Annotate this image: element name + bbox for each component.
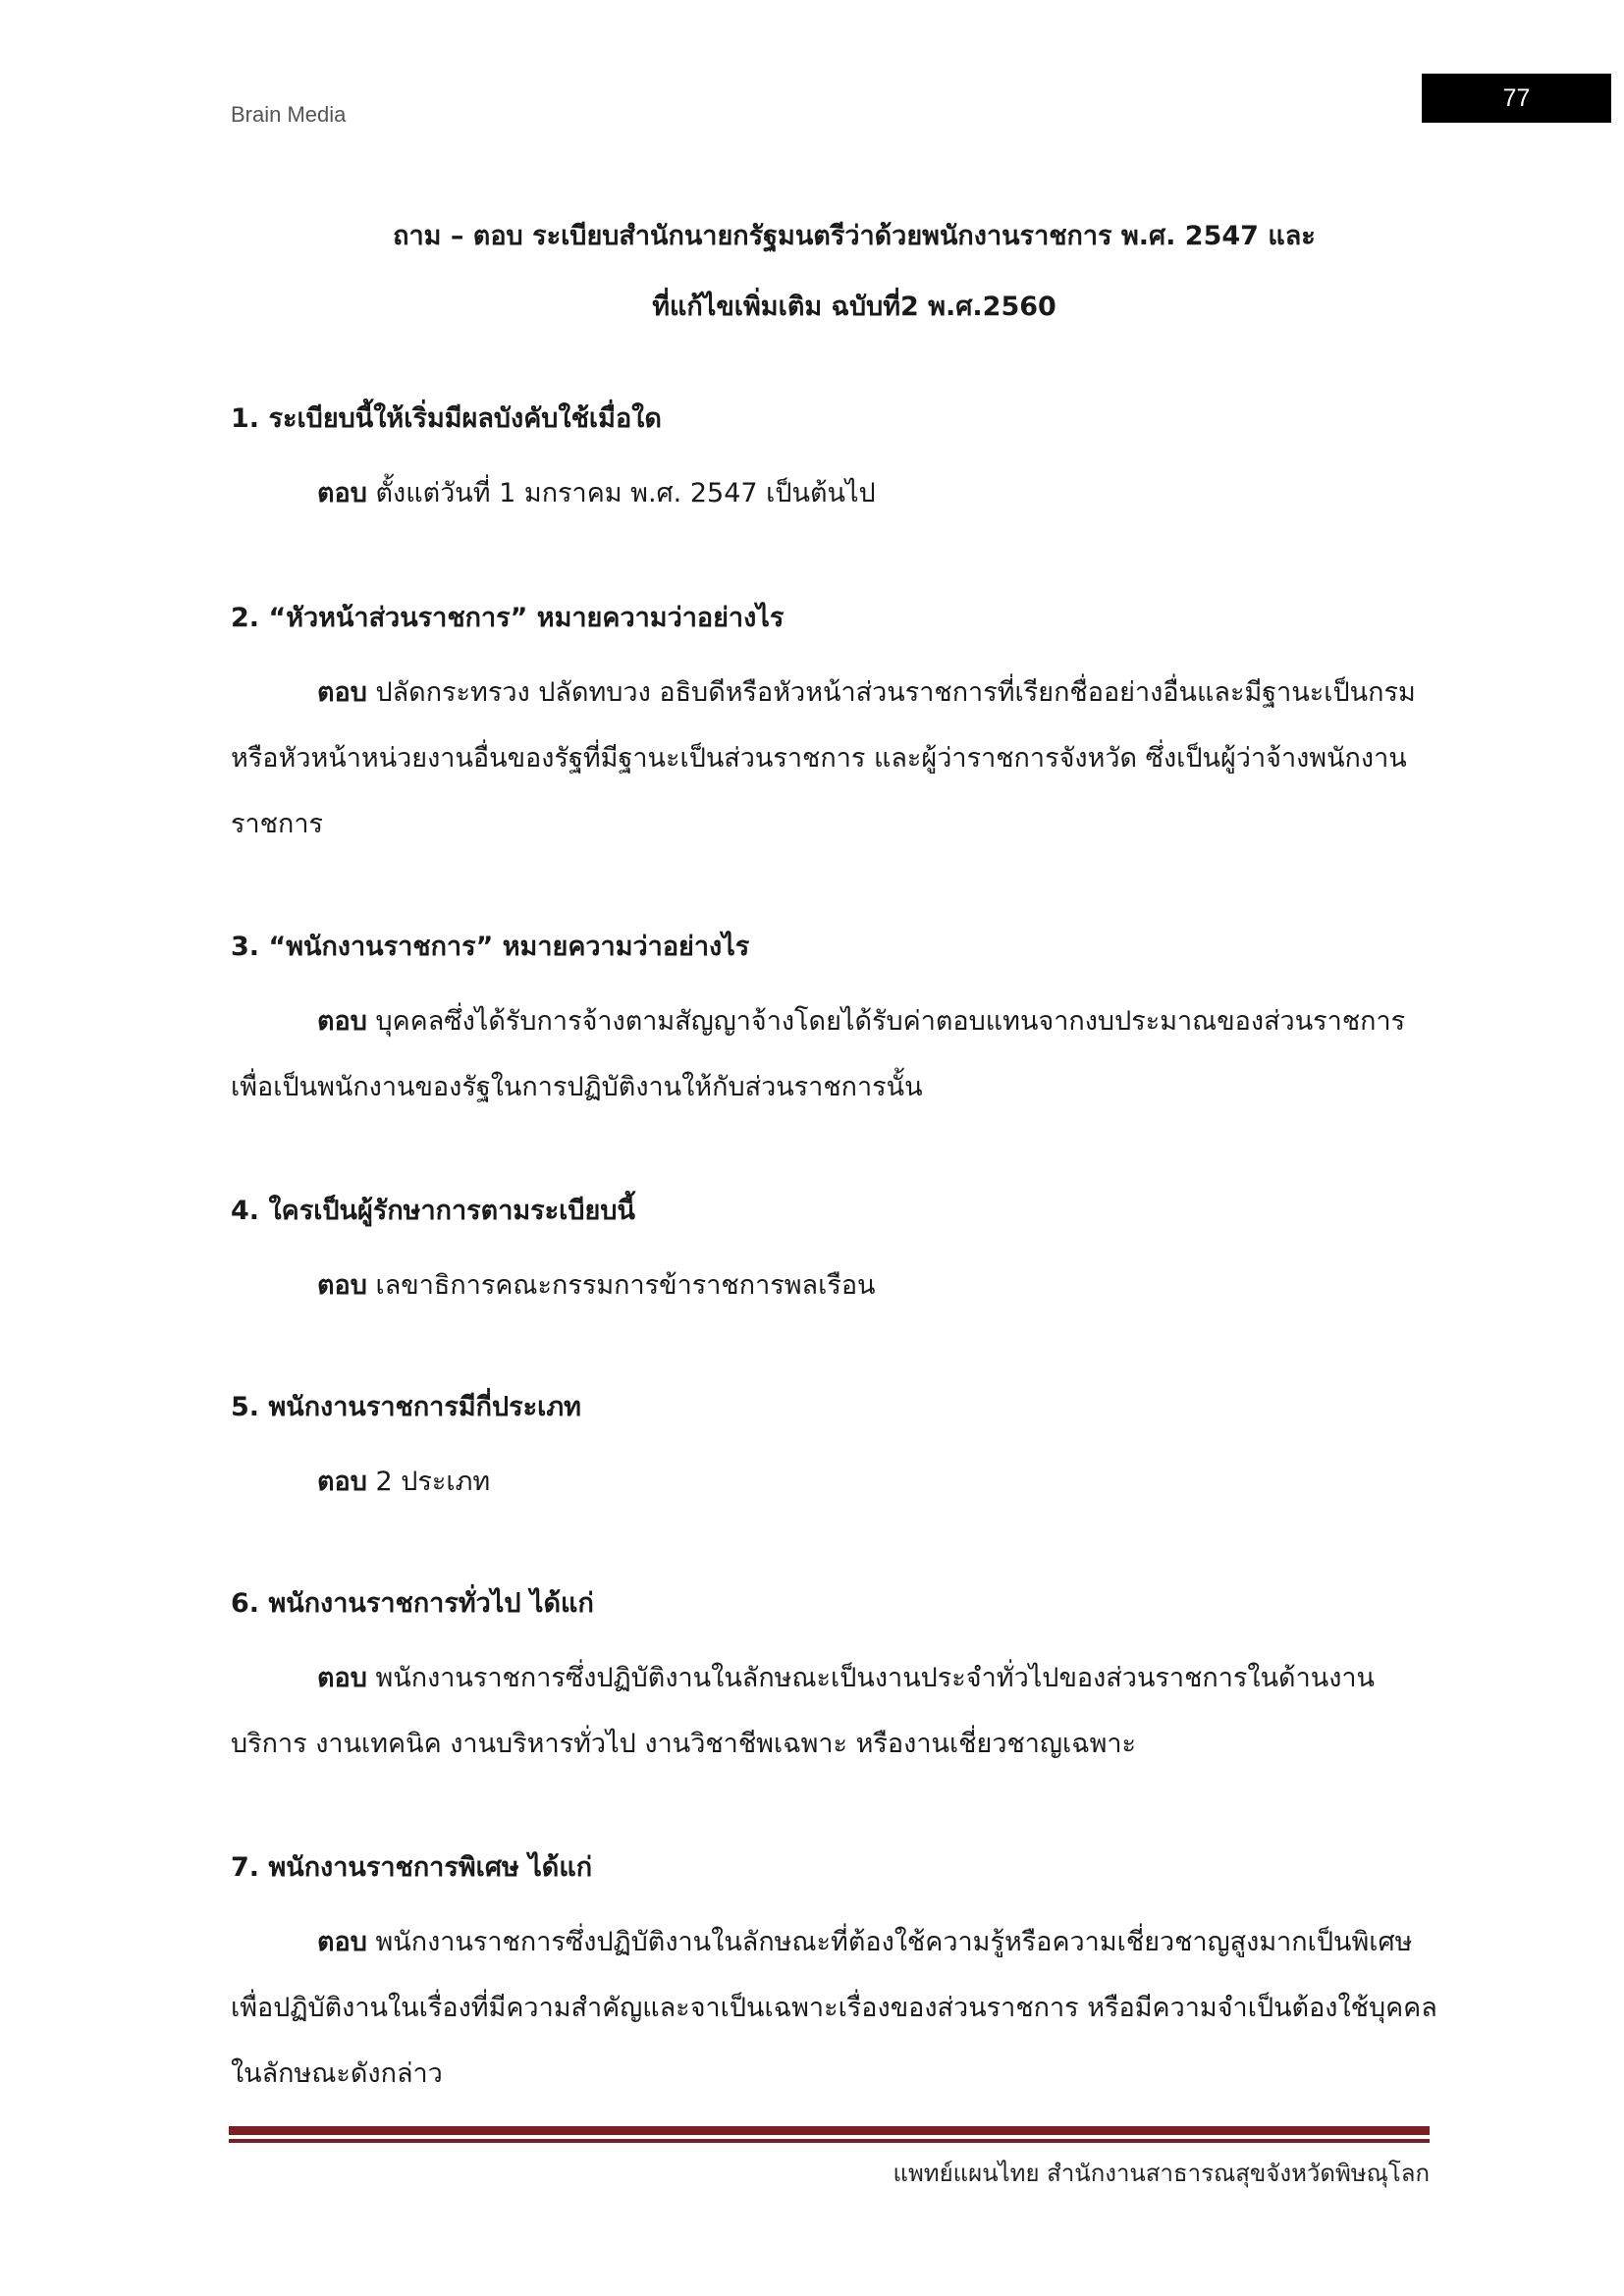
answer-7: [231, 1909, 1438, 2107]
answer-5: [231, 1449, 1438, 1515]
footer-rule-thick: [229, 2126, 1430, 2135]
question-4: 4. ใครเป็นผู้รักษาการตามระเบียบนี้: [231, 1196, 635, 1226]
qa-item-3: [231, 926, 1438, 1120]
qa-item-5: [231, 1386, 1438, 1515]
question-6: 6. พนักงานราชการทั่วไป ได้แก่: [231, 1588, 594, 1619]
publisher-label: Brain Media: [231, 102, 347, 127]
qa-item-1: [231, 398, 1438, 526]
answer-5-text: 2 ประเภท: [375, 1467, 491, 1497]
answer-7-text: พนักงานราชการซึ่งปฏิบัติงานในลักษณะที่ต้องใช้ความรู้หรือความเชี่ยวชาญสูงมากเป็นพิเศษเพื่อปฏิบัติงานในเรื่องที่มีความสำคัญและจาเป็นเฉพาะเรื่องของส่วนราชการ หรือมีความจำเป็นต้องใช้บุคคลในลักษณะดังกล่าว: [231, 1927, 1437, 2089]
answer-3: [231, 988, 1438, 1120]
answer-6-text: พนักงานราชการซึ่งปฏิบัติงานในลักษณะเป็นงานประจำทั่วไปของส่วนราชการในด้านงานบริการ งานเทคนิค งานบริหารทั่วไป งานวิชาชีพเฉพาะ หรืองานเชี่ยวชาญเฉพาะ: [231, 1663, 1375, 1759]
qa-item-6: [231, 1582, 1438, 1777]
answer-label: ตอบ: [317, 1006, 367, 1037]
document-title-line-1: ถาม – ตอบ ระเบียบสำนักนายกรัฐมนตรีว่าด้วยพนักงานราชการ พ.ศ. 2547 และ: [393, 221, 1316, 251]
qa-item-7: [231, 1846, 1438, 2107]
answer-label: ตอบ: [317, 1270, 367, 1301]
answer-2: [231, 660, 1438, 857]
question-1: 1. ระเบียบนี้ให้เริ่มมีผลบังคับใช้เมื่อใด: [231, 403, 662, 434]
answer-label: ตอบ: [317, 478, 367, 508]
footer-text: แพทย์แผนไทย สำนักงานสาธารณสุขจังหวัดพิษณุโลก: [893, 2160, 1430, 2187]
answer-1: [231, 460, 1438, 526]
answer-4: [231, 1253, 1438, 1318]
answer-4-text: เลขาธิการคณะกรรมการข้าราชการพลเรือน: [375, 1270, 876, 1301]
answer-label: ตอบ: [317, 677, 367, 708]
question-5: 5. พนักงานราชการมีกี่ประเภท: [231, 1392, 581, 1422]
answer-6: [231, 1645, 1438, 1777]
question-2: 2. “หัวหน้าส่วนราชการ” หมายความว่าอย่างไร: [231, 603, 785, 633]
question-7: 7. พนักงานราชการพิเศษ ได้แก่: [231, 1852, 593, 1883]
answer-label: ตอบ: [317, 1663, 367, 1693]
footer-rule: [229, 2126, 1430, 2143]
document-title-line-2: ที่แก้ไขเพิ่มเติม ฉบับที่2 พ.ศ.2560: [652, 292, 1056, 322]
footer-rule-thin: [229, 2139, 1430, 2143]
answer-label: ตอบ: [317, 1927, 367, 1957]
question-3: 3. “พนักงานราชการ” หมายความว่าอย่างไร: [231, 932, 750, 962]
document-title: [295, 201, 1414, 343]
page-number-badge: 77: [1422, 74, 1611, 123]
answer-2-text: ปลัดกระทรวง ปลัดทบวง อธิบดีหรือหัวหน้าส่วนราชการที่เรียกชื่ออย่างอื่นและมีฐานะเป็นกรม หรือหัวหน้าหน่วยงานอื่นของรัฐที่มีฐานะเป็นส่วนราชการ และผู้ว่าราชการจังหวัด ซึ่งเป็นผู้ว่าจ้างพนักงานราชการ: [231, 677, 1416, 839]
answer-3-text: บุคคลซึ่งได้รับการจ้างตามสัญญาจ้างโดยได้รับค่าตอบแทนจากงบประมาณของส่วนราชการเพื่อเป็นพนักงานของรัฐในการปฏิบัติงานให้กับส่วนราชการนั้น: [231, 1006, 1406, 1102]
answer-label: ตอบ: [317, 1467, 367, 1497]
answer-1-text: ตั้งแต่วันที่ 1 มกราคม พ.ศ. 2547 เป็นต้นไป: [375, 478, 876, 508]
qa-item-4: [231, 1190, 1438, 1318]
qa-item-2: [231, 597, 1438, 857]
